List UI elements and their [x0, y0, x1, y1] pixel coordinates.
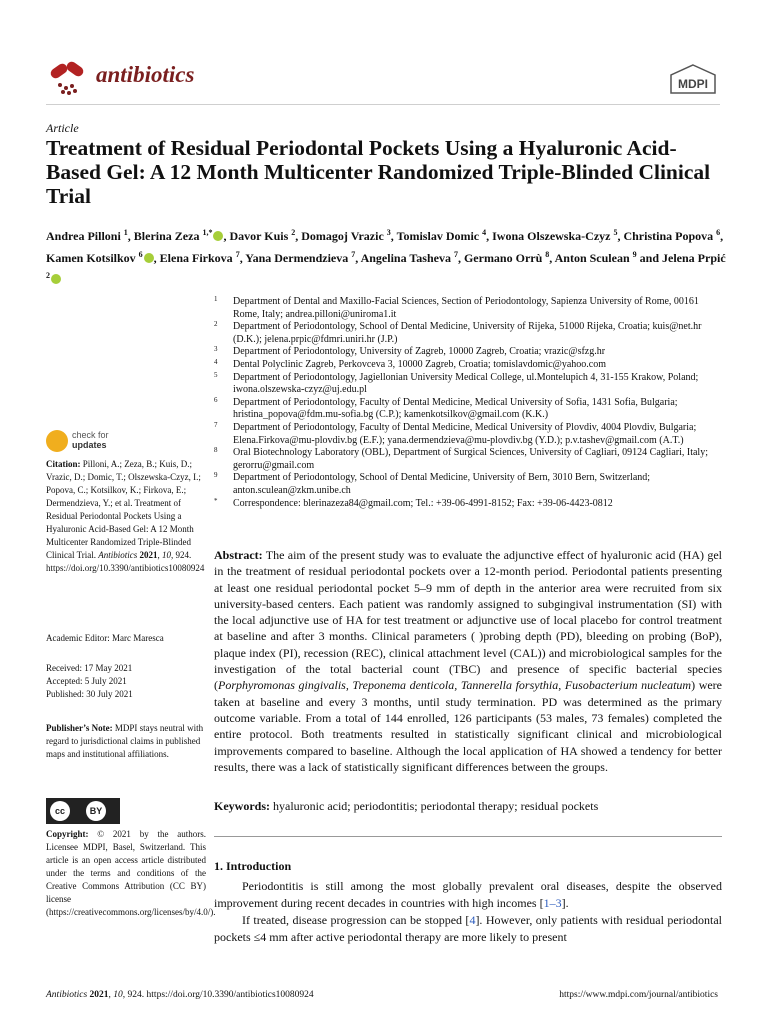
author-name: Domagoj Vrazic [301, 229, 387, 243]
by-icon: BY [86, 801, 106, 821]
author-affiliation-sup: 1,* [202, 228, 213, 237]
affiliation-number: 7 [214, 420, 218, 429]
affiliation-item [214, 296, 726, 321]
author-affiliation-sup: 2 [46, 271, 50, 280]
author-name: Tomislav Domic [396, 229, 483, 243]
publisher-name: MDPI [678, 77, 708, 91]
affiliation-text: Department of Periodontology, University of Zagreb, 10000 Zagreb, Croatia; vrazic@sfzg.hr [233, 346, 606, 358]
author-affiliation-sup: 5 [613, 228, 618, 237]
affiliation-item [214, 498, 726, 511]
article-type: Article [46, 121, 79, 135]
author-name: Angelina Tasheva [360, 250, 454, 265]
section-heading-introduction: 1. Introduction [214, 859, 292, 873]
affiliation-item [214, 422, 726, 447]
author-name: Iwona Olszewska-Czyz [492, 229, 614, 243]
author-name: Jelena Prpić [662, 250, 726, 265]
copyright: Copyright: © 2021 by the authors. Licensee MDPI, Basel, Switzerland. This article is an open access article distributed under the terms and conditions of the Creative Commons Attribution (CC BY) license (https://creativecommons.org/licenses/by/4.0/). [46, 829, 216, 917]
affiliation-item [214, 372, 726, 397]
cc-icon: cc [50, 801, 70, 821]
author-name: Yana Dermendzieva [245, 250, 352, 265]
affiliation-number: 9 [214, 471, 218, 480]
orcid-icon[interactable] [213, 231, 223, 241]
orcid-icon[interactable] [144, 253, 154, 263]
affiliation-item [214, 346, 726, 359]
publishers-note: Publisher’s Note: MDPI stays neutral with regard to jurisdictional claims in published maps and institutional affiliations. [46, 723, 204, 759]
keywords: Keywords: hyaluronic acid; periodontitis; periodontal therapy; residual pockets [214, 799, 599, 813]
publication-dates [46, 662, 206, 701]
date-received: Received: 17 May 2021 [46, 663, 133, 673]
author-affiliation-sup: 9 [632, 249, 637, 259]
affiliation-number: 1 [214, 295, 218, 303]
author-affiliation-sup: 8 [545, 249, 550, 259]
affiliation-number: 2 [214, 320, 218, 329]
affiliation-item [214, 472, 726, 497]
journal-name: antibiotics [96, 62, 195, 87]
academic-editor: Academic Editor: Marc Maresca [46, 633, 164, 643]
author-affiliation-sup: 2 [291, 228, 296, 237]
affiliation-item [214, 321, 726, 346]
citation: Citation: Pilloni, A.; Zeza, B.; Kuis, D.; Vrazic, D.; Domic, T.; Olszewska-Czyz, I.; Popova, C.; Kotsilkov, K.; Firkova, E.; Dermendzieva, Y.; et al. Treatment of Residual Periodontal Pockets Using a Hyaluronic Acid-Based Gel: A 12 Month Multicenter Randomized Triple-Blinded Clinical Trial. Antibiotics 2021, 10, 924. https://doi.org/10.3390/antibiotics10080924 [46, 459, 205, 573]
reference-link[interactable]: 1–3 [543, 896, 562, 910]
author-affiliation-sup: 1 [123, 228, 128, 237]
cc-license-badge[interactable] [46, 798, 120, 824]
author-affiliation-sup: 6 [138, 249, 143, 259]
affiliation-text: Dental Polyclinic Zagreb, Perkovceva 3, 10000 Zagreb, Croatia; tomislavdomic@yahoo.com [233, 358, 606, 370]
abstract: Abstract: The aim of the present study was to evaluate the adjunctive effect of hyaluronic acid (HA) gel in the treatment of residual periodontal pockets over a 12-month period. Periodontal patients presenting at least one residual periodontal pocket 5–9 mm of depth in the anterior area were recruited from six university-based centers. Each patient was randomly assigned to subgingival instrumentation (SI) with the local adjunctive use of HA for test treatment or adjunctive use of local placebo for control treatment at baseline and after 3 months. Clinical parameters ( )probing depth (PD), bleeding on probing (BoP), plaque index (PI), recession (REC), clinical attachment level (CAL)) and microbiological samples for the investigation of the total bacterial count (TBC) and presence of specific bacterial species (Porphyromonas gingivalis, Treponema denticola, Tannerella forsythia, Fusobacterium nucleatum) were taken at baseline and every 3 months, until study termination. PD was determined as the primary outcome variable. From a total of 144 enrolled, 126 participants (53 males, 73 females) completed the entire protocol. Both treatments resulted in statistically significant clinical and microbiological improvements compared to baseline. Although the local application of HA showed a tendency for better results, there was a lack of statistically significant differences between the groups. [214, 548, 723, 774]
date-published: Published: 30 July 2021 [46, 689, 133, 699]
affiliation-item [214, 447, 726, 472]
orcid-icon[interactable] [51, 274, 61, 284]
author-name: Elena Firkova [159, 250, 236, 265]
introduction-body: Periodontitis is still among the most globally prevalent oral diseases, despite the observed improvement during recent decades in countries with high incomes [1–3]. If treated, disease progression can be stopped [4]. However, only patients with residual periodontal pockets ≤4 mm after active periodontal therapy are more likely to present [214, 879, 722, 944]
reference-link[interactable]: 4 [469, 913, 476, 927]
affiliation-text: Department of Periodontology, Faculty of Dental Medicine, Medical University of Plovdiv, 4004 Plovdiv, Bulgaria; Elena.Firkova@mu-plovdiv.bg (E.F.); yana.dermendzieva@mu-plovdiv.bg (Y.D.); p.v.tashev@gmail.com (A.T.) [233, 421, 697, 446]
author-affiliation-sup: 6 [716, 228, 721, 237]
affiliation-text: Department of Periodontology, School of Dental Medicine, University of Rijeka, 51000 Rijeka, Croatia; kuis@net.hr (D.K.); jelena.prpic@fdmri.uniri.hr (J.P.) [233, 321, 702, 345]
affiliation-number: 6 [214, 395, 218, 404]
affiliation-text: Correspondence: blerinazeza84@gmail.com; Tel.: +39-06-4991-8152; Fax: +39-06-4423-0812 [233, 497, 613, 509]
author-name: Germano Orrù [463, 250, 546, 265]
affiliation-number: 8 [214, 446, 218, 455]
affiliation-text: Oral Biotechnology Laboratory (OBL), Department of Surgical Sciences, University of Cagliari, 09124 Cagliari, Italy; gerorru@gmail.com [233, 447, 708, 471]
author-name: Anton Sculean [554, 250, 633, 265]
header-divider [46, 104, 720, 105]
author-affiliation-sup: 7 [453, 249, 458, 259]
author-name: Blerina Zeza [133, 229, 203, 243]
affiliation-text: Department of Dental and Maxillo-Facial Sciences, Section of Periodontology, Sapienza University of Rome, 00161 Rome, Italy; andrea.pilloni@uniroma1.it [233, 296, 699, 320]
journal-logo [46, 58, 92, 98]
affiliation-text: Department of Periodontology, Faculty of Dental Medicine, Medical University of Sofia, 1431 Sofia, Bulgaria; hristina_popova@fdm.mu-sofia.bg (C.P.); kamenkotsilkov@gmail.com (K.K.) [233, 396, 678, 421]
date-accepted: Accepted: 5 July 2021 [46, 676, 127, 686]
affiliation-text: Department of Periodontology, Jagiellonian University Medical College, ul.Montelupich 4, 31-155 Krakow, Poland; iwona.olszewska-czyz@uj.edu.pl [233, 371, 699, 396]
author-list: Andrea Pilloni $^1$, Blerina Zeza $^{1,*}$ , Davor Kuis $^2$, Domagoj Vrazic $^3$, Tomislav Domic $^4$, Iwona Olszewska-Czyz $^5$, Christina Popova $^6$, Kamen Kotsilkov $^6$ , Elena Firkova $^7$, Yana Dermendzieva $^7$, Angelina Tasheva $^7$, Germano Orrù $^8$, Anton Sculean $^9$ and Jelena Prpić $^2$ [46, 224, 726, 289]
affiliation-number: 3 [214, 345, 218, 354]
affiliations [214, 296, 726, 510]
affiliation-text: Department of Periodontology, School of Dental Medicine, University of Bern, 3010 Bern, Switzerland; anton.sculean@zkm.unibe.ch [233, 472, 651, 496]
mdpi-logo [668, 64, 718, 94]
footer-citation[interactable]: Antibiotics 2021, 10, 924. https://doi.org/10.3390/antibiotics10080924 [46, 990, 314, 1000]
author-affiliation-sup: 4 [482, 228, 487, 237]
article-title: Treatment of Residual Periodontal Pockets Using a Hyaluronic Acid-Based Gel: A 12 Month Multicenter Randomized Triple-Blinded Clinical Trial [46, 136, 711, 208]
affiliation-number: 4 [214, 357, 218, 366]
author-affiliation-sup: 7 [235, 249, 240, 259]
check-updates-icon [46, 430, 68, 452]
affiliation-number: 5 [214, 370, 218, 379]
author-affiliation-sup: 3 [386, 228, 391, 237]
author-affiliation-sup: 7 [351, 249, 356, 259]
author-name: Christina Popova [623, 229, 717, 243]
author-name: Kamen Kotsilkov [46, 250, 139, 265]
author-name: Davor Kuis [229, 229, 292, 243]
affiliation-item [214, 359, 726, 372]
author-name: Andrea Pilloni [46, 229, 124, 243]
footer-journal-url[interactable]: https://www.mdpi.com/journal/antibiotics [559, 990, 718, 1000]
affiliation-item [214, 397, 726, 422]
affiliation-number: * [214, 496, 218, 505]
section-divider [214, 836, 722, 837]
